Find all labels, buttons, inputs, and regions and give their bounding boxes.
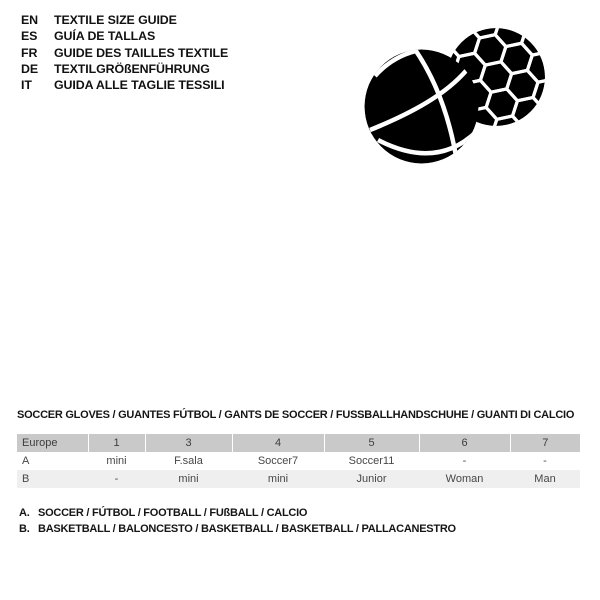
table-cell: Soccer7 <box>257 455 299 467</box>
header-cell-size-5: 5 <box>324 434 419 452</box>
language-row-it <box>21 77 228 93</box>
language-row-en <box>21 12 228 28</box>
table-cell: - <box>462 455 467 467</box>
table-cell: Junior <box>324 470 419 488</box>
language-code: ES <box>21 29 38 44</box>
language-row-es <box>21 28 228 44</box>
language-label: GUIDA ALLE TAGLIE TESSILI <box>54 78 225 93</box>
table-cell: Woman <box>419 470 510 488</box>
header-cell-size-7: 7 <box>510 434 580 452</box>
table-row-b-basketball <box>17 470 580 488</box>
language-code: EN <box>21 13 39 27</box>
size-table-title: SOCCER GLOVES / GUANTES FÚTBOL / GANTS DE SOCCER / FUSSBALLHANDSCHUHE / GUANTI DI CALCIO <box>17 409 575 421</box>
footnotes <box>19 506 456 537</box>
header-cell-europe: Europe <box>17 434 88 452</box>
language-row-fr <box>21 45 228 61</box>
header-cell-size-3: 3 <box>145 434 232 452</box>
language-code: IT <box>21 78 32 93</box>
row-label: A <box>22 455 30 467</box>
table-cell: F.sala <box>174 455 203 467</box>
footnote-b-basketball <box>19 522 456 538</box>
table-cell: - <box>543 455 547 467</box>
size-table-header-row <box>17 434 580 452</box>
header-cell-size-4: 4 <box>232 434 324 452</box>
table-cell: - <box>88 470 145 488</box>
header-cell-size-1: 1 <box>88 434 145 452</box>
header-cell-size-6: 6 <box>419 434 510 452</box>
table-cell: Soccer11 <box>348 455 395 467</box>
footnote-text: BASKETBALL / BALONCESTO / BASKETBALL / BASKETBALL / PALLACANESTRO <box>38 522 456 535</box>
table-cell: Man <box>510 470 580 488</box>
table-cell: mini <box>232 470 324 488</box>
footnote-text: SOCCER / FÚTBOL / FOOTBALL / FUßBALL / CALCIO <box>38 507 308 519</box>
table-cell: mini <box>106 455 127 467</box>
footnote-label: B. <box>19 522 30 535</box>
language-label: GUÍA DE TALLAS <box>54 29 156 44</box>
footnote-label: A. <box>19 507 30 519</box>
basketball-and-soccer-ball-icon <box>360 10 550 180</box>
language-label: GUIDE DES TAILLES TEXTILE <box>54 45 229 60</box>
language-list <box>21 12 228 93</box>
row-label: B <box>17 470 88 488</box>
table-row-a-soccer <box>17 452 580 470</box>
language-code: DE <box>21 61 39 76</box>
language-label: TEXTILGRÖßENFÜHRUNG <box>54 61 210 76</box>
language-row-de <box>21 61 228 77</box>
language-code: FR <box>21 45 38 60</box>
table-cell: mini <box>145 470 232 488</box>
footnote-a-soccer <box>19 506 456 522</box>
language-label: TEXTILE SIZE GUIDE <box>54 13 177 27</box>
size-table <box>17 434 580 488</box>
